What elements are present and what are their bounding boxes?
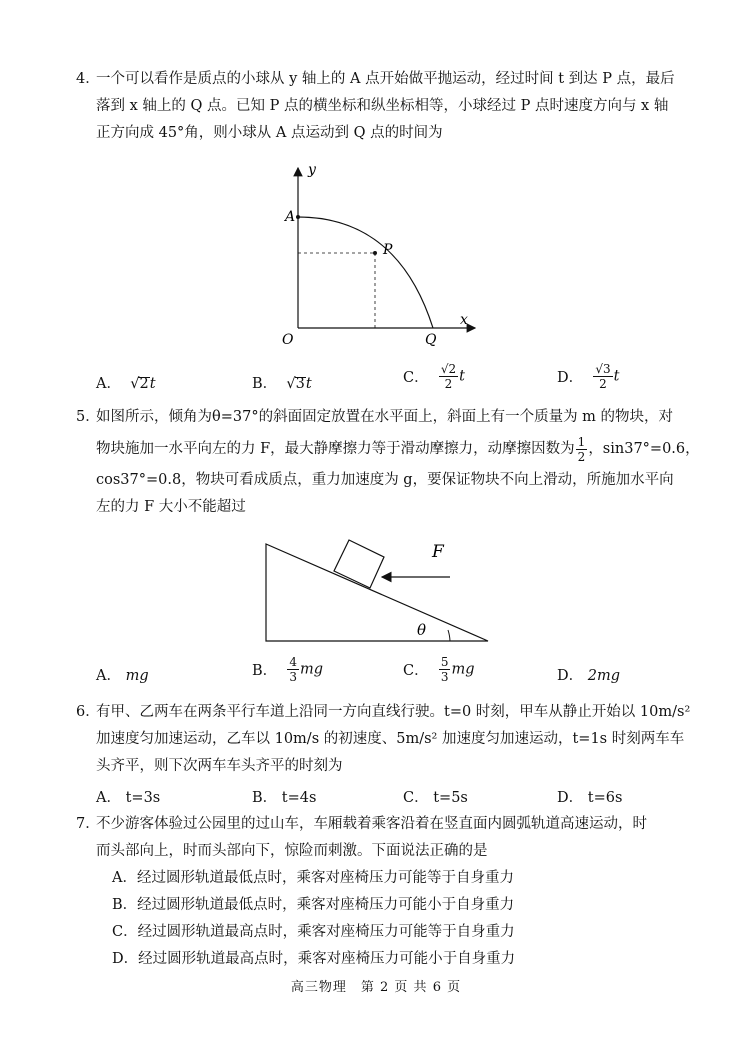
x-axis-label: x (460, 312, 468, 328)
q6-option-a: A． t=3s (96, 790, 161, 806)
q7-choice-d: D．经过圆形轨道最高点时，乘客对座椅压力可能小于自身重力 (112, 951, 516, 967)
question-5 (76, 404, 700, 521)
question-text-line: 如图所示，倾角为θ=37°的斜面固定放置在水平面上，斜面上有一个质量为 m 的物块，对 (96, 409, 674, 425)
q5-option-c: C． $\frac{5}{3}$ mg (403, 655, 475, 684)
question-text-line: 落到 x 轴上的 Q 点。已知 P 点的横坐标和纵坐标相等，小球经过 P 点时速度方向与 x 轴 (96, 98, 669, 114)
question-text-line: 加速度匀加速运动，乙车以 10m/s 的初速度、5m/s² 加速度匀加速运动，t=1s 时刻两车车 (96, 731, 685, 747)
q4-option-c: C． $\frac{√2}{2}$ t (403, 362, 465, 391)
point-a-label: A (285, 209, 296, 225)
point-q-label: Q (425, 332, 437, 348)
angle-arc (448, 630, 450, 641)
question-text-line: cos37°=0.8，物块可看成质点，重力加速度为 g，要保证物块不向上滑动，所施加水平向 (96, 472, 674, 488)
origin-label: O (282, 332, 294, 348)
question-text-line: 而头部向上，时而头部向下，惊险而刺激。下面说法正确的是 (96, 843, 488, 859)
force-label: F (432, 542, 444, 562)
q5-option-a: A． mg (96, 668, 149, 684)
question-text-line: 物块施加一水平向左的力 F，最大静摩擦力等于滑动摩擦力，动摩擦因数为 $\frac{1}{2}$ ，sin37°=0.6， (96, 434, 700, 464)
question-number: 4． (76, 71, 100, 87)
q7-choice-b: B．经过圆形轨道最低点时，乘客对座椅压力可能小于自身重力 (112, 897, 515, 913)
question-number: 5． (76, 409, 100, 425)
question-6 (76, 699, 696, 780)
point-a-dot (296, 215, 300, 219)
question-number: 7． (76, 816, 100, 832)
trajectory-curve (298, 217, 433, 328)
question-text-line: 有甲、乙两车在两条平行车道上沿同一方向直线行驶。t=0 时刻，甲车从静止开始以 10m/s² (96, 704, 691, 720)
block (334, 540, 384, 588)
point-p-label: P (383, 242, 393, 258)
question-text-line: 头齐平，则下次两车车头齐平的时刻为 (96, 758, 343, 774)
q5-option-d: D． 2mg (557, 668, 621, 684)
q5-option-b: B． $\frac{4}{3}$ mg (252, 655, 324, 684)
q4-option-a: A． √2t (96, 376, 156, 392)
q7-choice-a: A．经过圆形轨道最低点时，乘客对座椅压力可能等于自身重力 (112, 870, 514, 886)
page-footer: 高三物理 第 2 页 共 6 页 (290, 980, 462, 995)
question-text-line: 一个可以看作是质点的小球从 y 轴上的 A 点开始做平抛运动，经过时间 t 到达 P 点，最后 (96, 71, 675, 87)
point-p-dot (373, 251, 377, 255)
q6-option-c: C． t=5s (403, 790, 468, 806)
q7-choice-c: C．经过圆形轨道最高点时，乘客对座椅压力可能等于自身重力 (112, 924, 515, 940)
q6-option-d: D． t=6s (557, 790, 623, 806)
projectile-figure (270, 160, 490, 350)
q4-option-d: D． $\frac{√3}{2}$ t (557, 362, 620, 391)
question-text-line: 正方向成 45°角，则小球从 A 点运动到 Q 点的时间为 (96, 125, 443, 141)
q6-option-b: B． t=4s (252, 790, 317, 806)
question-4 (76, 66, 696, 147)
q4-option-b: B． √3t (252, 376, 312, 392)
question-text-line: 左的力 F 大小不能超过 (96, 499, 246, 515)
incline-figure (260, 535, 500, 647)
question-text-line: 不少游客体验过公园里的过山车，车厢载着乘客沿着在竖直面内圆弧轨道高速运动，时 (96, 816, 647, 832)
question-7 (76, 811, 696, 865)
y-axis-label: y (308, 162, 316, 178)
angle-label: θ (417, 621, 427, 639)
question-number: 6． (76, 704, 100, 720)
